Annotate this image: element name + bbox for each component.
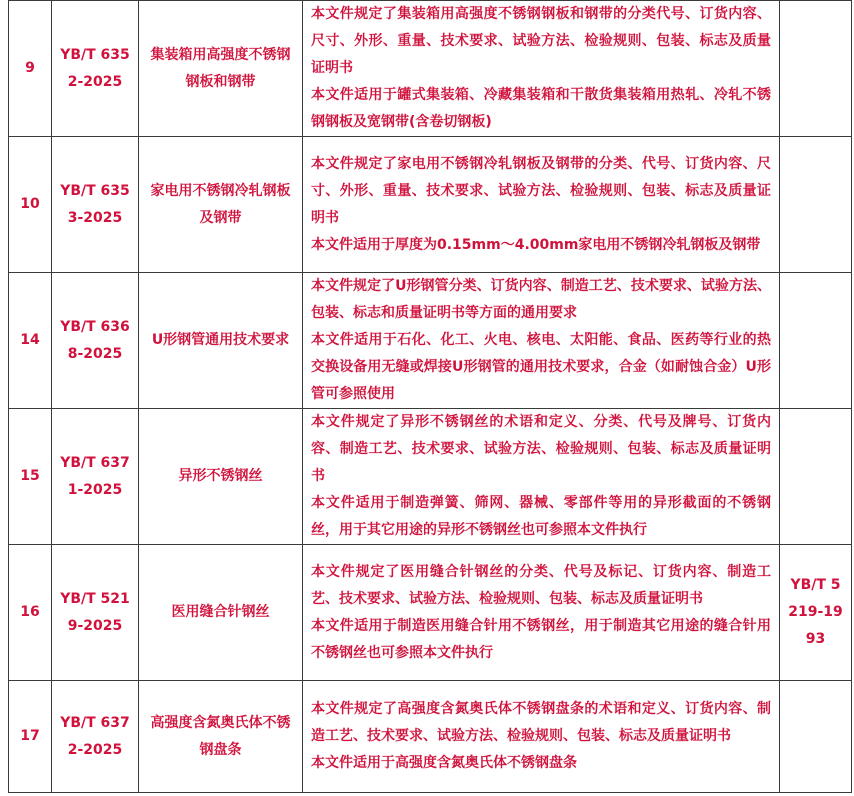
- row-number: 17: [9, 681, 52, 793]
- scope-definition: 本文件规定了集装箱用高强度不锈钢钢板和钢带的分类代号、订货内容、尺寸、外形、重量、技术要求、试验方法、检验规则、包装、标志及质量证明书: [311, 6, 771, 76]
- replaced-standard: [780, 273, 852, 409]
- scope-applicability: 本文件适用于制造医用缝合针用不锈钢丝，用于制造其它用途的缝合针用不锈钢丝也可参照本文件执行: [311, 617, 771, 661]
- table-row: [9, 409, 852, 545]
- scope-definition: 本文件规定了异形不锈钢丝的术语和定义、分类、代号及牌号、订货内容、制造工艺、技术要求、试验方法、检验规则、包装、标志及质量证明书: [311, 414, 771, 484]
- standard-code: YB/T 5219-2025: [52, 545, 139, 681]
- table-row: [9, 273, 852, 409]
- scope-definition: 本文件规定了U形钢管分类、订货内容、制造工艺、技术要求、试验方法、包装、标志和质量证明书等方面的通用要求: [311, 278, 771, 321]
- replaced-standard: [780, 137, 852, 273]
- standard-name: 家电用不锈钢冷轧钢板及钢带: [139, 137, 303, 273]
- table-row: [9, 1, 852, 137]
- row-number: 16: [9, 545, 52, 681]
- table-row: [9, 545, 852, 681]
- row-number: 15: [9, 409, 52, 545]
- scope-definition: 本文件规定了医用缝合针钢丝的分类、代号及标记、订货内容、制造工艺、技术要求、试验方法、检验规则、包装、标志及质量证明书: [311, 563, 771, 607]
- standard-code: YB/T 6371-2025: [52, 409, 139, 545]
- scope-applicability: 本文件适用于高强度含氮奥氏体不锈钢盘条: [311, 755, 577, 771]
- standard-name: 医用缝合针钢丝: [139, 545, 303, 681]
- standard-scope: [303, 273, 780, 409]
- standard-scope: [303, 137, 780, 273]
- standard-code: YB/T 6368-2025: [52, 273, 139, 409]
- scope-definition: 本文件规定了家电用不锈钢冷轧钢板及钢带的分类、代号、订货内容、尺寸、外形、重量、技术要求、试验方法、检验规则、包装、标志及质量证明书: [311, 155, 771, 226]
- standard-name: 集装箱用高强度不锈钢钢板和钢带: [139, 1, 303, 137]
- scope-applicability: 本文件适用于厚度为0.15mm～4.00mm家电用不锈钢冷轧钢板及钢带: [311, 236, 761, 253]
- standard-code: YB/T 6352-2025: [52, 1, 139, 137]
- scope-applicability: 本文件适用于罐式集装箱、冷藏集装箱和干散货集装箱用热轧、冷轧不锈钢钢板及宽钢带(含卷切钢板): [311, 87, 771, 130]
- scope-applicability: 本文件适用于制造弹簧、筛网、器械、零部件等用的异形截面的不锈钢丝，用于其它用途的异形不锈钢丝也可参照本文件执行: [311, 495, 771, 538]
- table-row: [9, 681, 852, 793]
- standard-name: 异形不锈钢丝: [139, 409, 303, 545]
- standard-name: U形钢管通用技术要求: [139, 273, 303, 409]
- standard-scope: [303, 1, 780, 137]
- scope-applicability: 本文件适用于石化、化工、火电、核电、太阳能、食品、医药等行业的热交换设备用无缝或焊接U形钢管的通用技术要求，合金（如耐蚀合金）U形管可参照使用: [311, 332, 771, 402]
- row-number: 14: [9, 273, 52, 409]
- standard-scope: [303, 545, 780, 681]
- replaced-standard: [780, 409, 852, 545]
- row-number: 9: [9, 1, 52, 137]
- row-number: 10: [9, 137, 52, 273]
- standard-code: YB/T 6353-2025: [52, 137, 139, 273]
- replaced-standard: [780, 1, 852, 137]
- table-row: [9, 137, 852, 273]
- standard-scope: [303, 409, 780, 545]
- standards-table: [8, 0, 852, 793]
- replaced-standard: [780, 681, 852, 793]
- standard-name: 高强度含氮奥氏体不锈钢盘条: [139, 681, 303, 793]
- standard-code: YB/T 6372-2025: [52, 681, 139, 793]
- standard-scope: [303, 681, 780, 793]
- scope-definition: 本文件规定了高强度含氮奥氏体不锈钢盘条的术语和定义、订货内容、制造工艺、技术要求、试验方法、检验规则、包装、标志及质量证明书: [311, 701, 771, 744]
- replaced-standard: YB/T 5219-1993: [780, 545, 852, 681]
